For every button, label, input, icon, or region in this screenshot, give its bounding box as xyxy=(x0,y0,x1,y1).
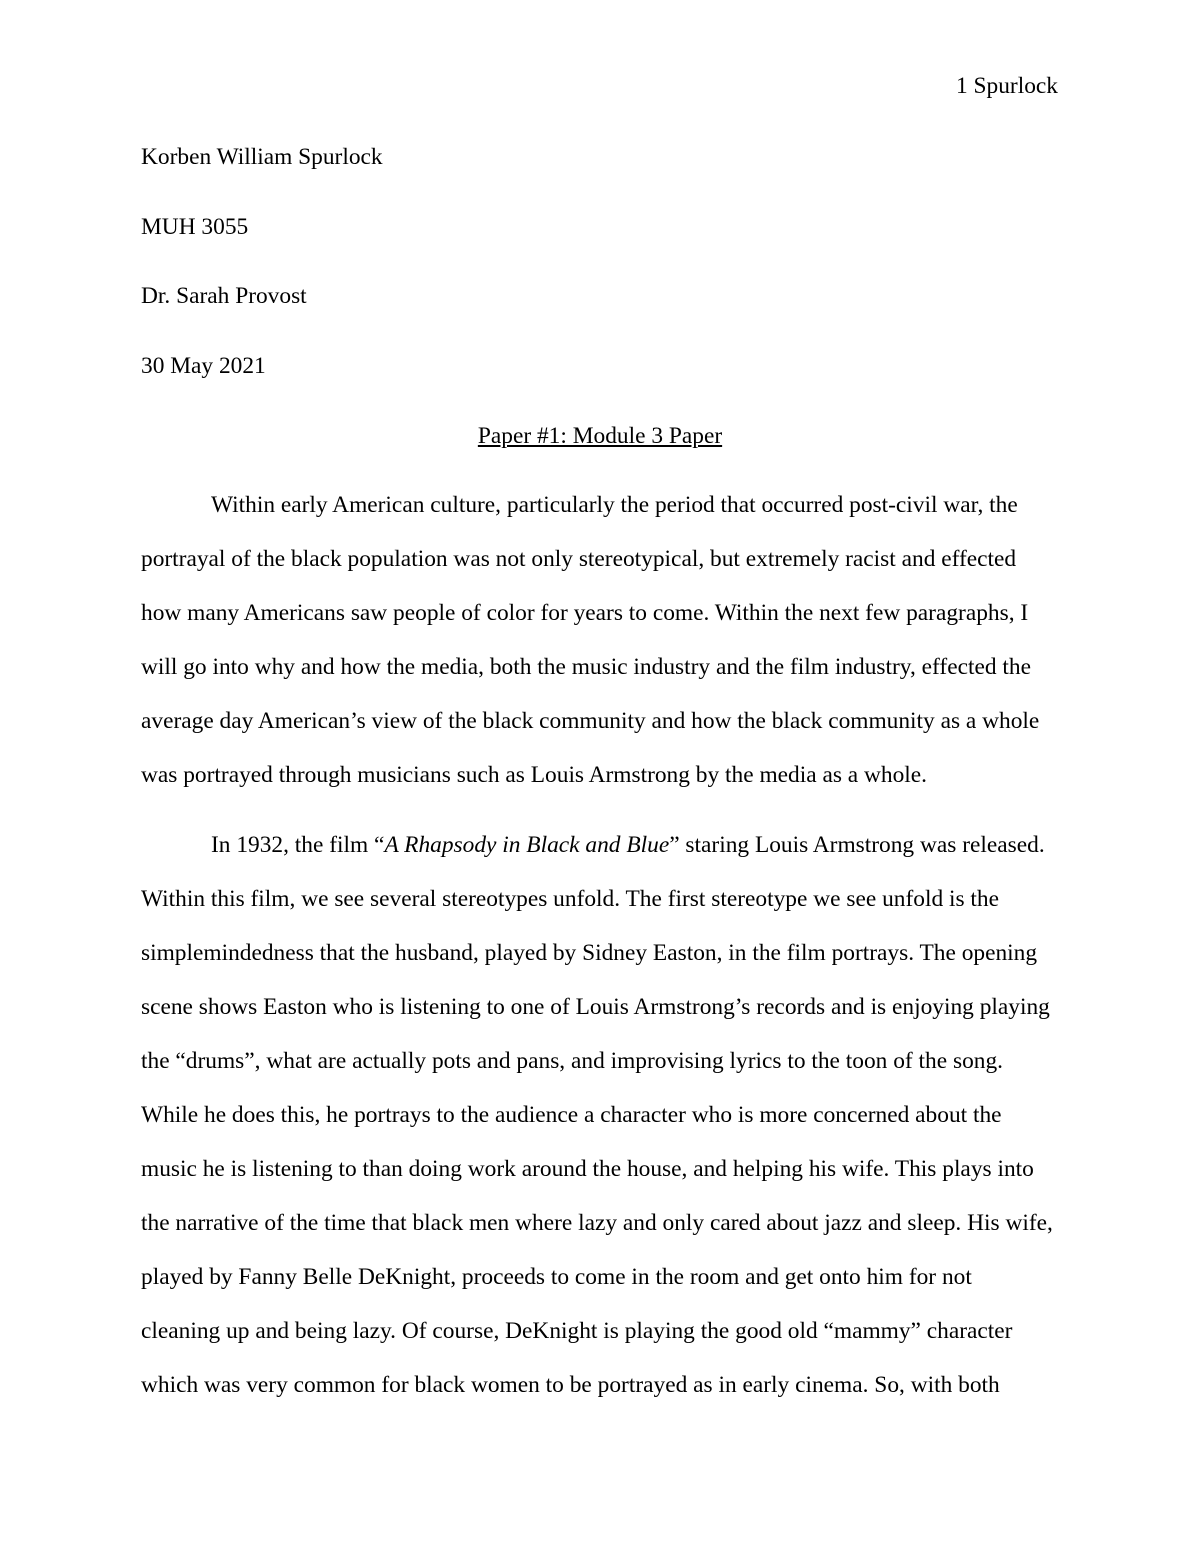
paper-title-text: Paper #1: Module 3 Paper xyxy=(477,422,723,449)
student-name: Korben William Spurlock xyxy=(141,144,383,170)
paragraph-2-line: which was very common for black women to be portrayed as in early cinema. So, with both xyxy=(141,1372,1000,1399)
film-title-italic: A Rhapsody in Black and Blue xyxy=(384,832,670,859)
paragraph-2-line: music he is listening to than doing work around the house, and helping his wife. This plays into xyxy=(141,1156,1034,1183)
paragraph-2-line: While he does this, he portrays to the audience a character who is more concerned about the xyxy=(141,1102,1002,1129)
paragraph-2-line: the narrative of the time that black men where lazy and only cared about jazz and sleep. His wife, xyxy=(141,1210,1053,1237)
mla-heading xyxy=(141,130,1059,393)
paragraph-2-line: simplemindedness that the husband, played by Sidney Easton, in the film portrays. The opening xyxy=(141,940,1038,967)
paragraph-2-line: the “drums”, what are actually pots and pans, and improvising lyrics to the toon of the song. xyxy=(141,1048,1004,1075)
line-text: In 1932, the film “ xyxy=(211,832,385,859)
paper-title xyxy=(141,409,1059,463)
paragraph-2-line: Within this film, we see several stereotypes unfold. The first stereotype we see unfold is the xyxy=(141,886,1000,913)
running-head-page-number: 1 Spurlock xyxy=(955,73,1058,99)
paragraph-1-line: was portrayed through musicians such as Louis Armstrong by the media as a whole. xyxy=(141,762,928,789)
paragraph-1-line: will go into why and how the media, both the music industry and the film industry, effected the xyxy=(141,654,1031,681)
paragraph-2-line: scene shows Easton who is listening to one of Louis Armstrong’s records and is enjoying playing xyxy=(141,994,1050,1021)
paragraph-2 xyxy=(141,818,1059,1412)
paragraph-1-line: average day American’s view of the black community and how the black community as a whole xyxy=(141,708,1040,735)
paragraph-2-line: cleaning up and being lazy. Of course, DeKnight is playing the good old “mammy” character xyxy=(141,1318,1013,1345)
course-number: MUH 3055 xyxy=(141,213,249,240)
instructor-name: Dr. Sarah Provost xyxy=(141,283,307,310)
paragraph-1 xyxy=(141,478,1059,802)
line-text: ” staring Louis Armstrong was released. xyxy=(669,832,1045,859)
paragraph-1-line: portrayal of the black population was not only stereotypical, but extremely racist and effected xyxy=(141,546,1017,573)
paragraph-1-line: Within early American culture, particularly the period that occurred post-civil war, the xyxy=(211,492,1018,519)
paper-date: 30 May 2021 xyxy=(141,353,266,380)
paragraph-2-line: played by Fanny Belle DeKnight, proceeds to come in the room and get onto him for not xyxy=(141,1264,972,1291)
document-body xyxy=(141,130,1059,1428)
paragraph-1-line: how many Americans saw people of color for years to come. Within the next few paragraphs, I xyxy=(141,600,1029,627)
paragraph-2-line xyxy=(141,818,1059,872)
